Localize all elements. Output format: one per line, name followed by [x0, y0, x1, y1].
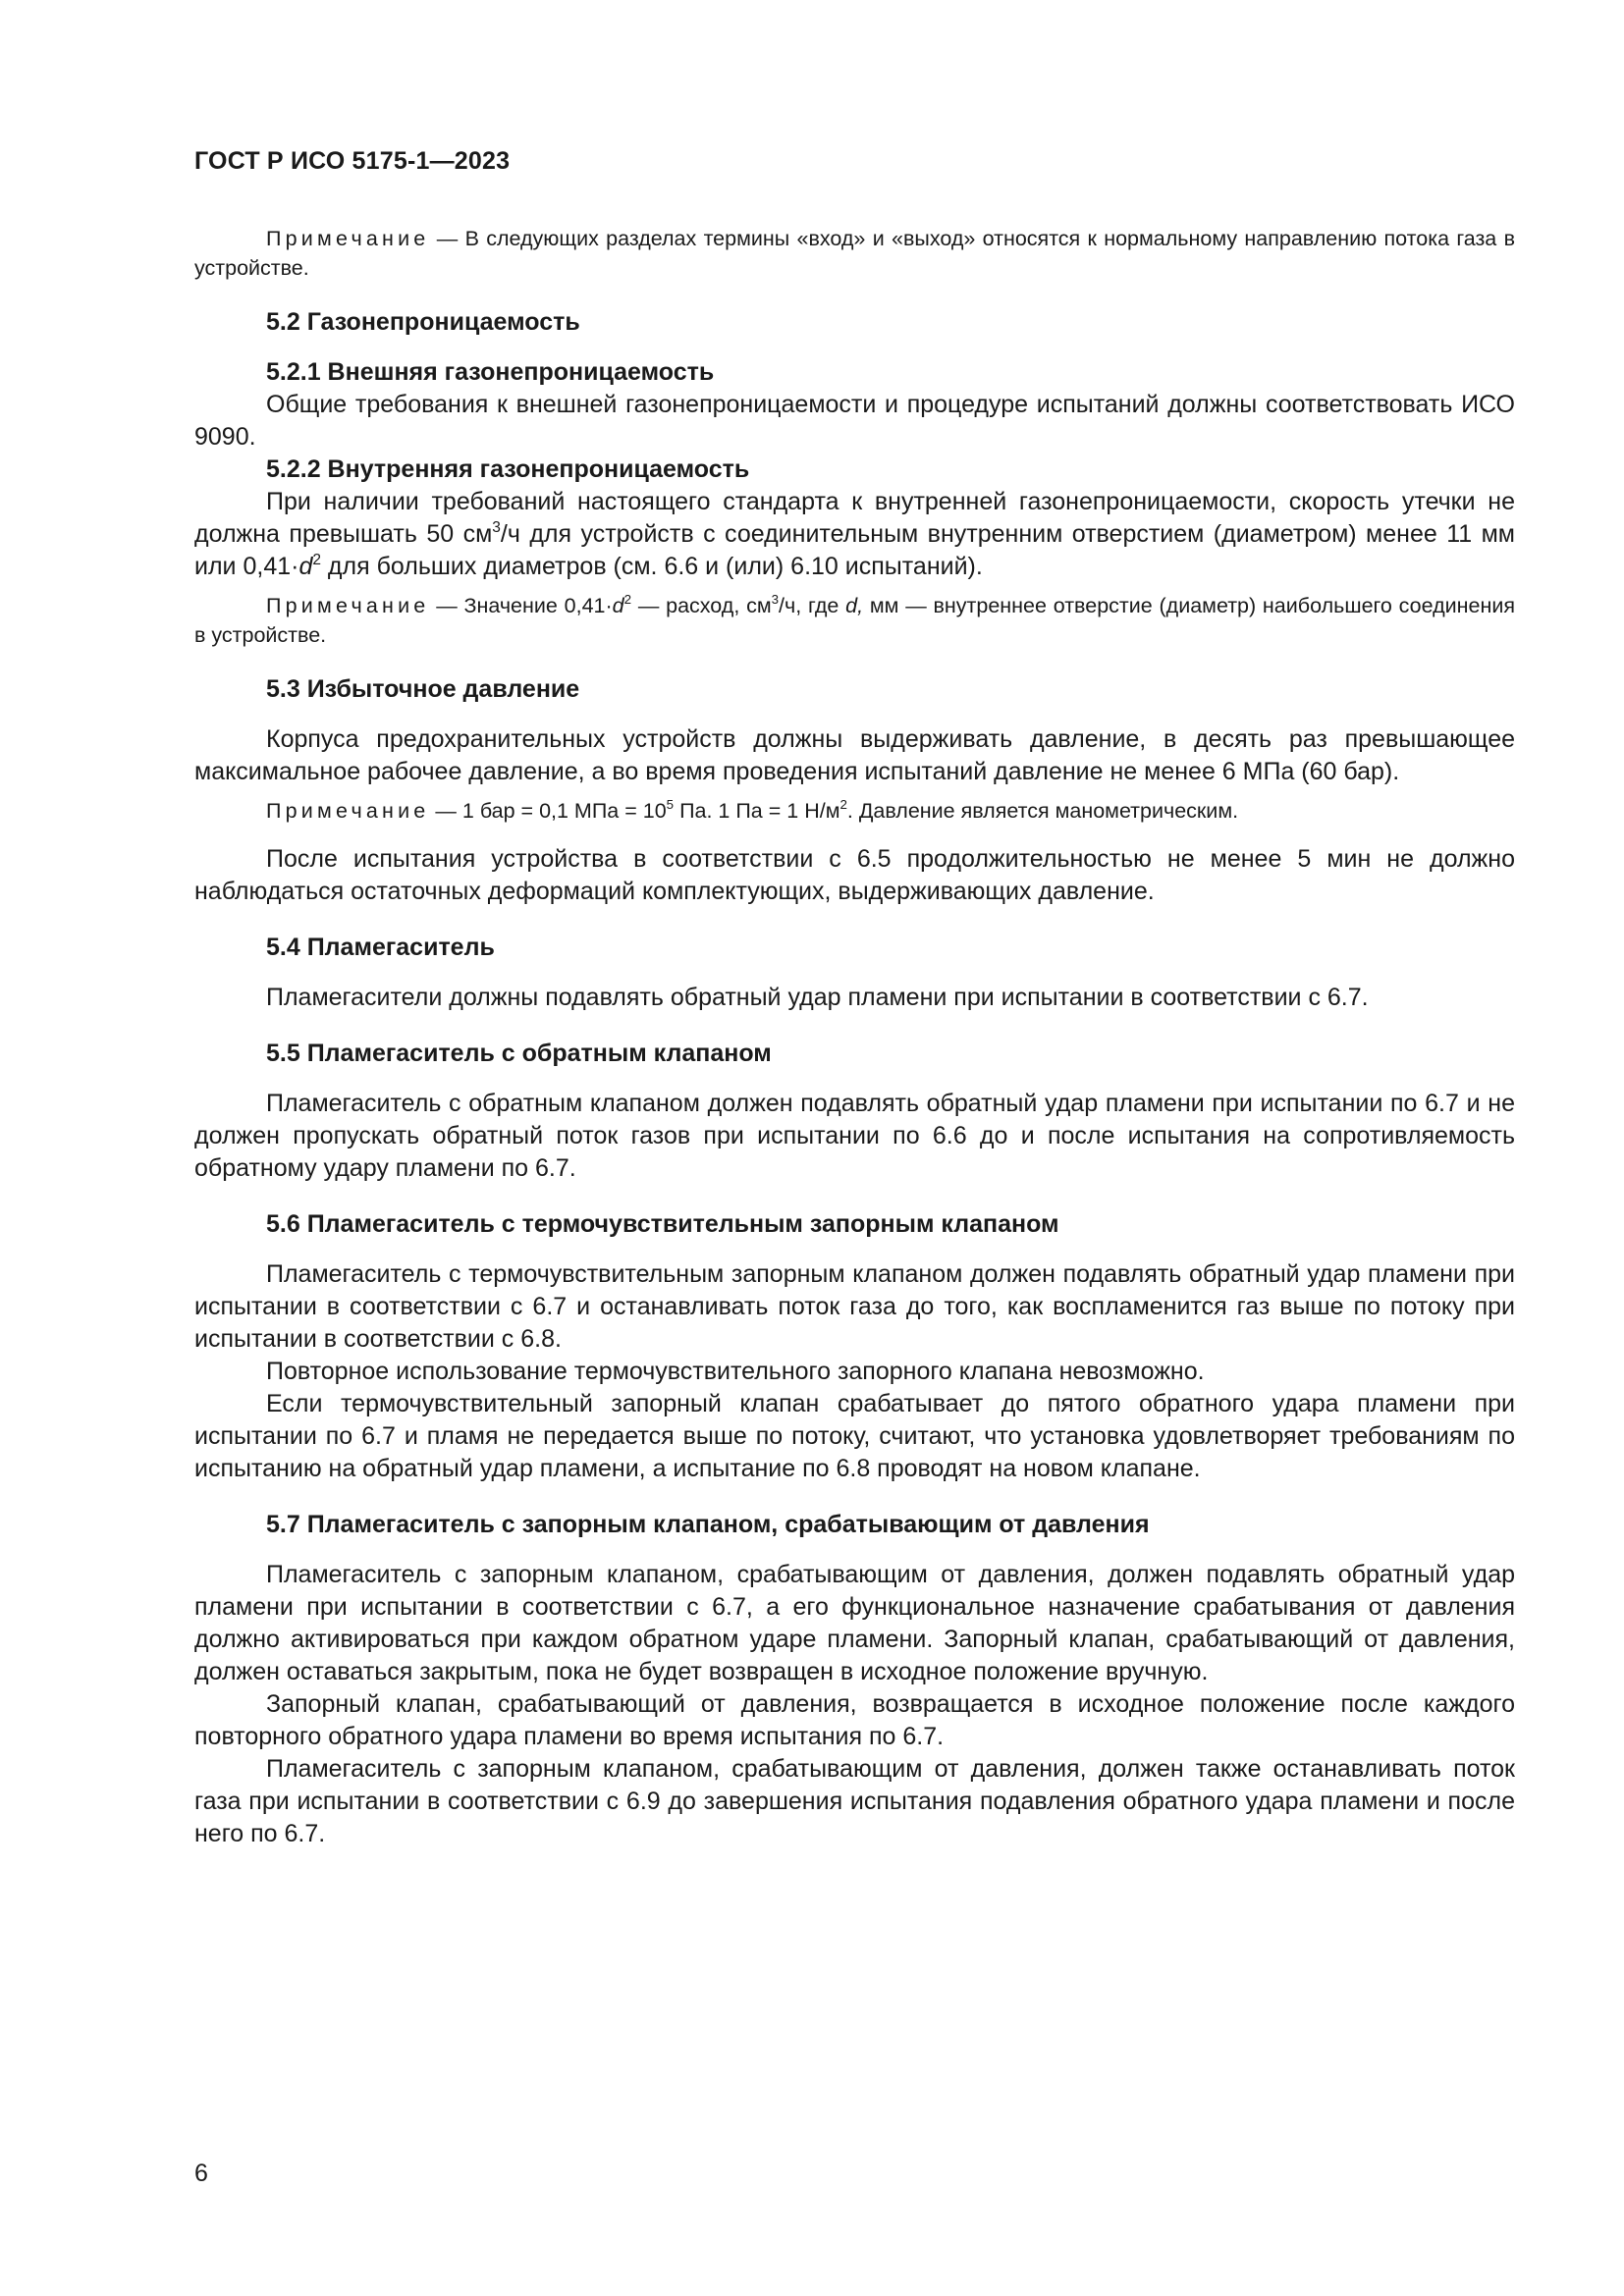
superscript: 2 [623, 592, 632, 608]
text-run: /ч для устройств с соединительным внутренним отверстием (диаметром) менее 11 мм или 0,41· [194, 520, 1515, 580]
superscript: 3 [771, 592, 780, 608]
superscript: 5 [666, 797, 675, 813]
section-5-7-title: 5.7 Пламегаситель с запорным клапаном, срабатывающим от давления [266, 1511, 1150, 1538]
section-5-6-text-3: Если термочувствительный запорный клапан срабатывает до пятого обратного удара пламени при испытании по 6.7 и пламя не передается выше по потоку, считают, что установка удовлетворяет требованиям по испытанию на обратный удар пламени, а испытание по 6.8 проводят на новом клапане. [194, 1390, 1515, 1482]
section-5-2-1-title: 5.2.1 Внешняя газонепроницаемость [266, 358, 715, 386]
section-5-2-2-title: 5.2.2 Внутренняя газонепроницаемость [266, 455, 750, 483]
text-run: /ч, где [779, 594, 846, 617]
text-run: — 1 бар = 0,1 МПа = 10 [429, 799, 667, 823]
section-5-2-title: 5.2 Газонепроницаемость [266, 308, 580, 336]
section-5-5-text: Пламегаситель с обратным клапаном должен подавлять обратный удар пламени при испытании по 6.7 и не должен пропускать обратный поток газов при испытании по 6.6 до и после испытания на сопротивляемость обратному удару пламени по 6.7. [194, 1090, 1515, 1182]
document-header: ГОСТ Р ИСО 5175-1—2023 [194, 147, 511, 175]
section-5-2-2-text [194, 486, 1515, 583]
text-run: — расход, см [631, 594, 772, 617]
note-label: Примечание [266, 594, 430, 617]
section-5-7-text-3: Пламегаситель с запорным клапаном, срабатывающим от давления, должен также останавливать поток газа при испытании в соответствии с 6.9 до завершения испытания подавления обратного удара пламени и после него по 6.7. [194, 1755, 1515, 1847]
note-pressure-units [194, 796, 1515, 826]
document-body [194, 224, 1515, 1850]
variable-d: d [298, 553, 313, 580]
section-5-3-title: 5.3 Избыточное давление [266, 675, 580, 703]
section-5-7-text-1: Пламегаситель с запорным клапаном, срабатывающим от давления, должен подавлять обратный удар пламени при испытании в соответствии с 6.7, а его функциональное назначение срабатывания от давления должно активироваться при каждом обратном ударе пламени. Запорный клапан, срабатывающий от давления, должен оставаться закрытым, пока не будет возвращен в исходное положение вручную. [194, 1561, 1515, 1685]
note-diameter [194, 591, 1515, 650]
superscript: 3 [492, 518, 501, 536]
text-run: мм — внутреннее отверстие (диаметр) наибольшего соединения в устройстве. [194, 594, 1515, 647]
superscript: 2 [312, 551, 321, 568]
note-directions [194, 224, 1515, 283]
text-run: При наличии требований настоящего стандарта к внутренней газонепроницаемости, скорость утечки не должна превышать 50 см [194, 488, 1515, 548]
section-5-5-title: 5.5 Пламегаситель с обратным клапаном [266, 1040, 772, 1067]
section-5-4-title: 5.4 Пламегаситель [266, 934, 495, 961]
section-5-6-text-2: Повторное использование термочувствительного запорного клапана невозможно. [266, 1358, 1205, 1385]
section-5-2-1-text: Общие требования к внешней газонепроницаемости и процедуре испытаний должны соответствовать ИСО 9090. [194, 391, 1515, 451]
text-run: для больших диаметров (см. 6.6 и (или) 6.10 испытаний). [320, 553, 983, 580]
section-5-6-title: 5.6 Пламегаситель с термочувствительным запорным клапаном [266, 1210, 1059, 1238]
section-5-4-text: Пламегасители должны подавлять обратный удар пламени при испытании в соответствии с 6.7. [266, 984, 1369, 1011]
page-number: 6 [194, 2160, 208, 2187]
variable-d: d [612, 594, 624, 617]
variable-d: d, [845, 594, 864, 617]
section-5-7-text-2: Запорный клапан, срабатывающий от давления, возвращается в исходное положение после каждого повторного обратного удара пламени во время испытания по 6.7. [194, 1690, 1515, 1750]
note-text: — В следующих разделах термины «вход» и «выход» относятся к нормальному направлению потока газа в устройстве. [194, 227, 1515, 280]
superscript: 2 [839, 797, 847, 813]
text-run: — Значение 0,41· [429, 594, 613, 617]
section-5-6-text-1: Пламегаситель с термочувствительным запорным клапаном должен подавлять обратный удар пламени при испытании в соответствии с 6.7 и останавливать поток газа до того, как воспламенится газ выше по потоку при испытании в соответствии с 6.8. [194, 1260, 1515, 1353]
note-label: Примечание [266, 799, 430, 823]
note-label: Примечание [266, 227, 430, 250]
section-5-3-text-1: Корпуса предохранительных устройств должны выдерживать давление, в десять раз превышающее максимальное рабочее давление, а во время проведения испытаний давление не менее 6 МПа (60 бар). [194, 725, 1515, 785]
text-run: Па. 1 Па = 1 Н/м [674, 799, 840, 823]
section-5-3-text-2: После испытания устройства в соответствии с 6.5 продолжительностью не менее 5 мин не должно наблюдаться остаточных деформаций комплектующих, выдерживающих давление. [194, 845, 1515, 905]
text-run: . Давление является манометрическим. [846, 799, 1239, 823]
